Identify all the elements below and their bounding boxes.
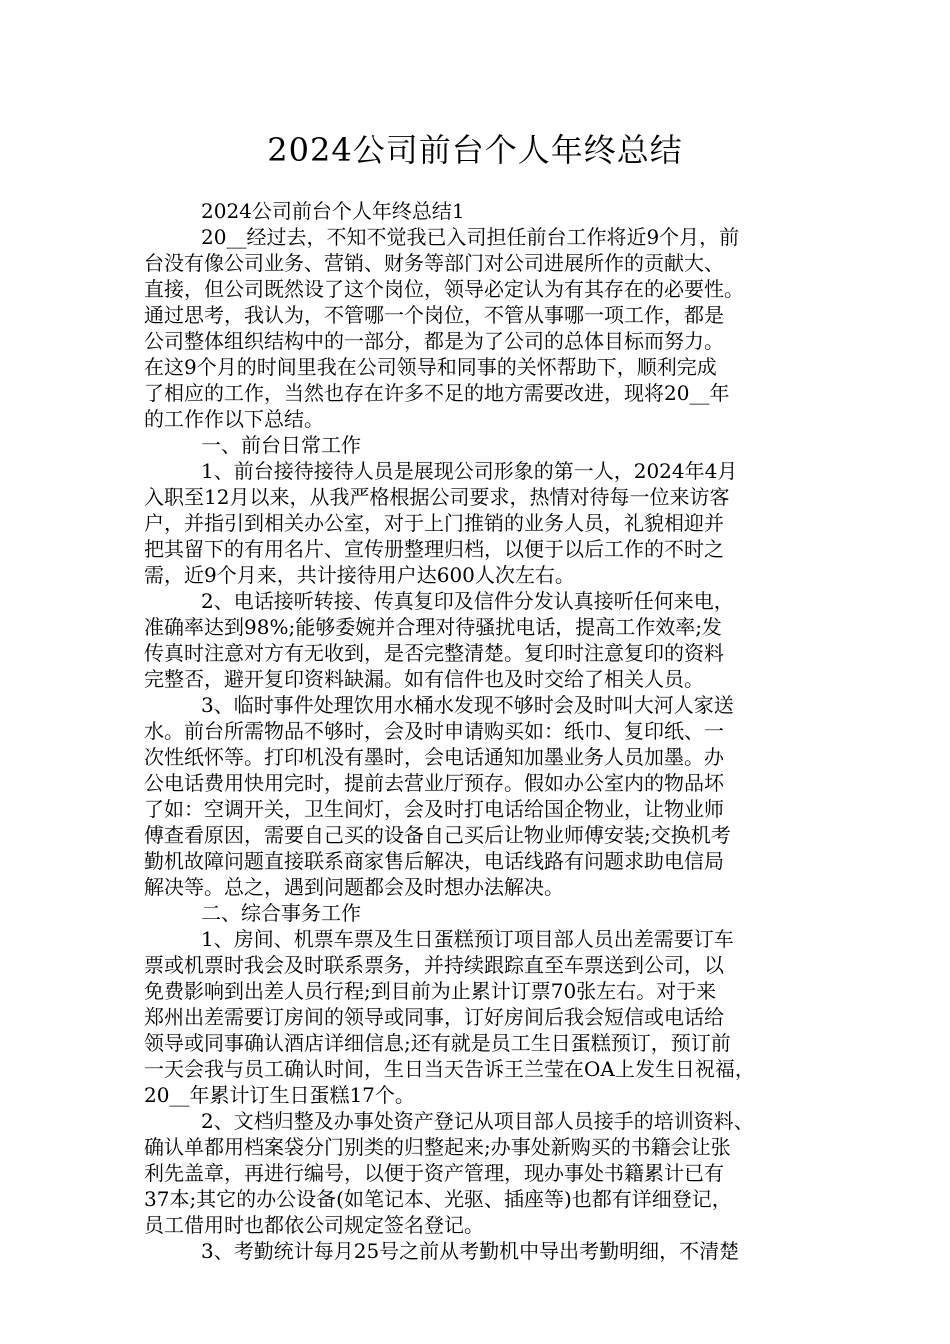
text-line: 一、前台日常工作 (201, 433, 361, 457)
text-line: 完整否，避开复印资料缺漏。如有信件也及时交给了相关人员。 (144, 667, 704, 691)
text-line: 郑州出差需要订房间的领导或同事，订好房间后我会短信或电话给 (144, 1005, 724, 1029)
text-line: 公司整体组织结构中的一部分，都是为了公司的总体目标而努力。 (144, 329, 724, 353)
text-line: 勤机故障问题直接联系商家售后解决，电话线路有问题求助电信局 (144, 849, 724, 873)
document-body (144, 198, 824, 1264)
text-line: 把其留下的有用名片、宣传册整理归档，以便于以后工作的不时之 (144, 537, 724, 561)
text-line: 3、考勤统计每月25号之前从考勤机中导出考勤明细，不清楚 (201, 1239, 740, 1263)
text-line: 3、临时事件处理饮用水桶水发现不够时会及时叫大河人家送 (201, 693, 734, 717)
document-title: 2024公司前台个人年终总结 (267, 131, 683, 169)
text-line: 20__年累计订生日蛋糕17个。 (144, 1083, 415, 1107)
text-line: 需，近9个月来，共计接待用户达600人次左右。 (144, 563, 575, 587)
text-line: 公电话费用快用完时，提前去营业厅预存。假如办公室内的物品坏 (144, 771, 724, 795)
text-line: 免费影响到出差人员行程;到目前为止累计订票70张左右。对于来 (144, 979, 717, 1003)
text-line: 2、文档归整及办事处资产登记从项目部人员接手的培训资料、 (201, 1109, 754, 1133)
text-line: 通过思考，我认为，不管哪一个岗位，不管从事哪一项工作，都是 (144, 303, 724, 327)
section-heading: 2024公司前台个人年终总结1 (201, 199, 465, 223)
text-line: 解决等。总之，遇到问题都会及时想办法解决。 (144, 875, 564, 899)
text-line: 户，并指引到相关办公室，对于上门推销的业务人员，礼貌相迎并 (144, 511, 724, 535)
text-line: 次性纸怀等。打印机没有墨时，会电话通知加墨业务人员加墨。办 (144, 745, 724, 769)
text-line: 准确率达到98%;能够委婉并合理对待骚扰电话，提高工作效率;发 (144, 615, 722, 639)
text-line: 2、电话接听转接、传真复印及信件分发认真接听任何来电， (201, 589, 734, 613)
text-line: 一天会我与员工确认时间，生日当天告诉王兰莹在OA上发生日祝福， (144, 1057, 755, 1081)
text-line: 直接，但公司既然设了这个岗位，领导必定认为有其存在的必要性。 (144, 277, 744, 301)
text-line: 37本;其它的办公设备(如笔记本、光驱、插座等)也都有详细登记， (144, 1187, 732, 1211)
text-line: 1、前台接待接待人员是展现公司形象的第一人，2024年4月 (201, 459, 738, 483)
text-line: 的工作作以下总结。 (144, 407, 324, 431)
text-line: 入职至12月以来，从我严格根据公司要求，热情对待每一位来访客 (144, 485, 730, 509)
text-line: 传真时注意对方有无收到，是否完整清楚。复印时注意复印的资料 (144, 641, 724, 665)
text-line: 员工借用时也都依公司规定签名登记。 (144, 1213, 484, 1237)
text-line: 台没有像公司业务、营销、财务等部门对公司进展所作的贡献大、 (144, 251, 724, 275)
text-line: 傅查看原因，需要自己买的设备自己买后让物业师傅安装;交换机考 (144, 823, 731, 847)
text-line: 了相应的工作，当然也存在许多不足的地方需要改进，现将20__年 (144, 381, 730, 405)
text-line: 在这9个月的时间里我在公司领导和同事的关怀帮助下，顺利完成 (144, 355, 717, 379)
text-line: 二、综合事务工作 (201, 901, 361, 925)
text-line: 领导或同事确认酒店详细信息;还有就是员工生日蛋糕预订，预订前 (144, 1031, 731, 1055)
text-line: 1、房间、机票车票及生日蛋糕预订项目部人员出差需要订车 (201, 927, 734, 951)
text-line: 利先盖章，再进行编号，以便于资产管理，现办事处书籍累计已有 (144, 1161, 724, 1185)
text-line: 20__经过去，不知不觉我已入司担任前台工作将近9个月，前 (201, 225, 740, 249)
text-line: 水。前台所需物品不够时，会及时申请购买如：纸巾、复印纸、一 (144, 719, 724, 743)
text-line: 了如：空调开关，卫生间灯，会及时打电话给国企物业，让物业师 (144, 797, 724, 821)
text-line: 确认单都用档案袋分门别类的归整起来;办事处新购买的书籍会让张 (144, 1135, 731, 1159)
text-line: 票或机票时我会及时联系票务，并持续跟踪直至车票送到公司，以 (144, 953, 724, 977)
